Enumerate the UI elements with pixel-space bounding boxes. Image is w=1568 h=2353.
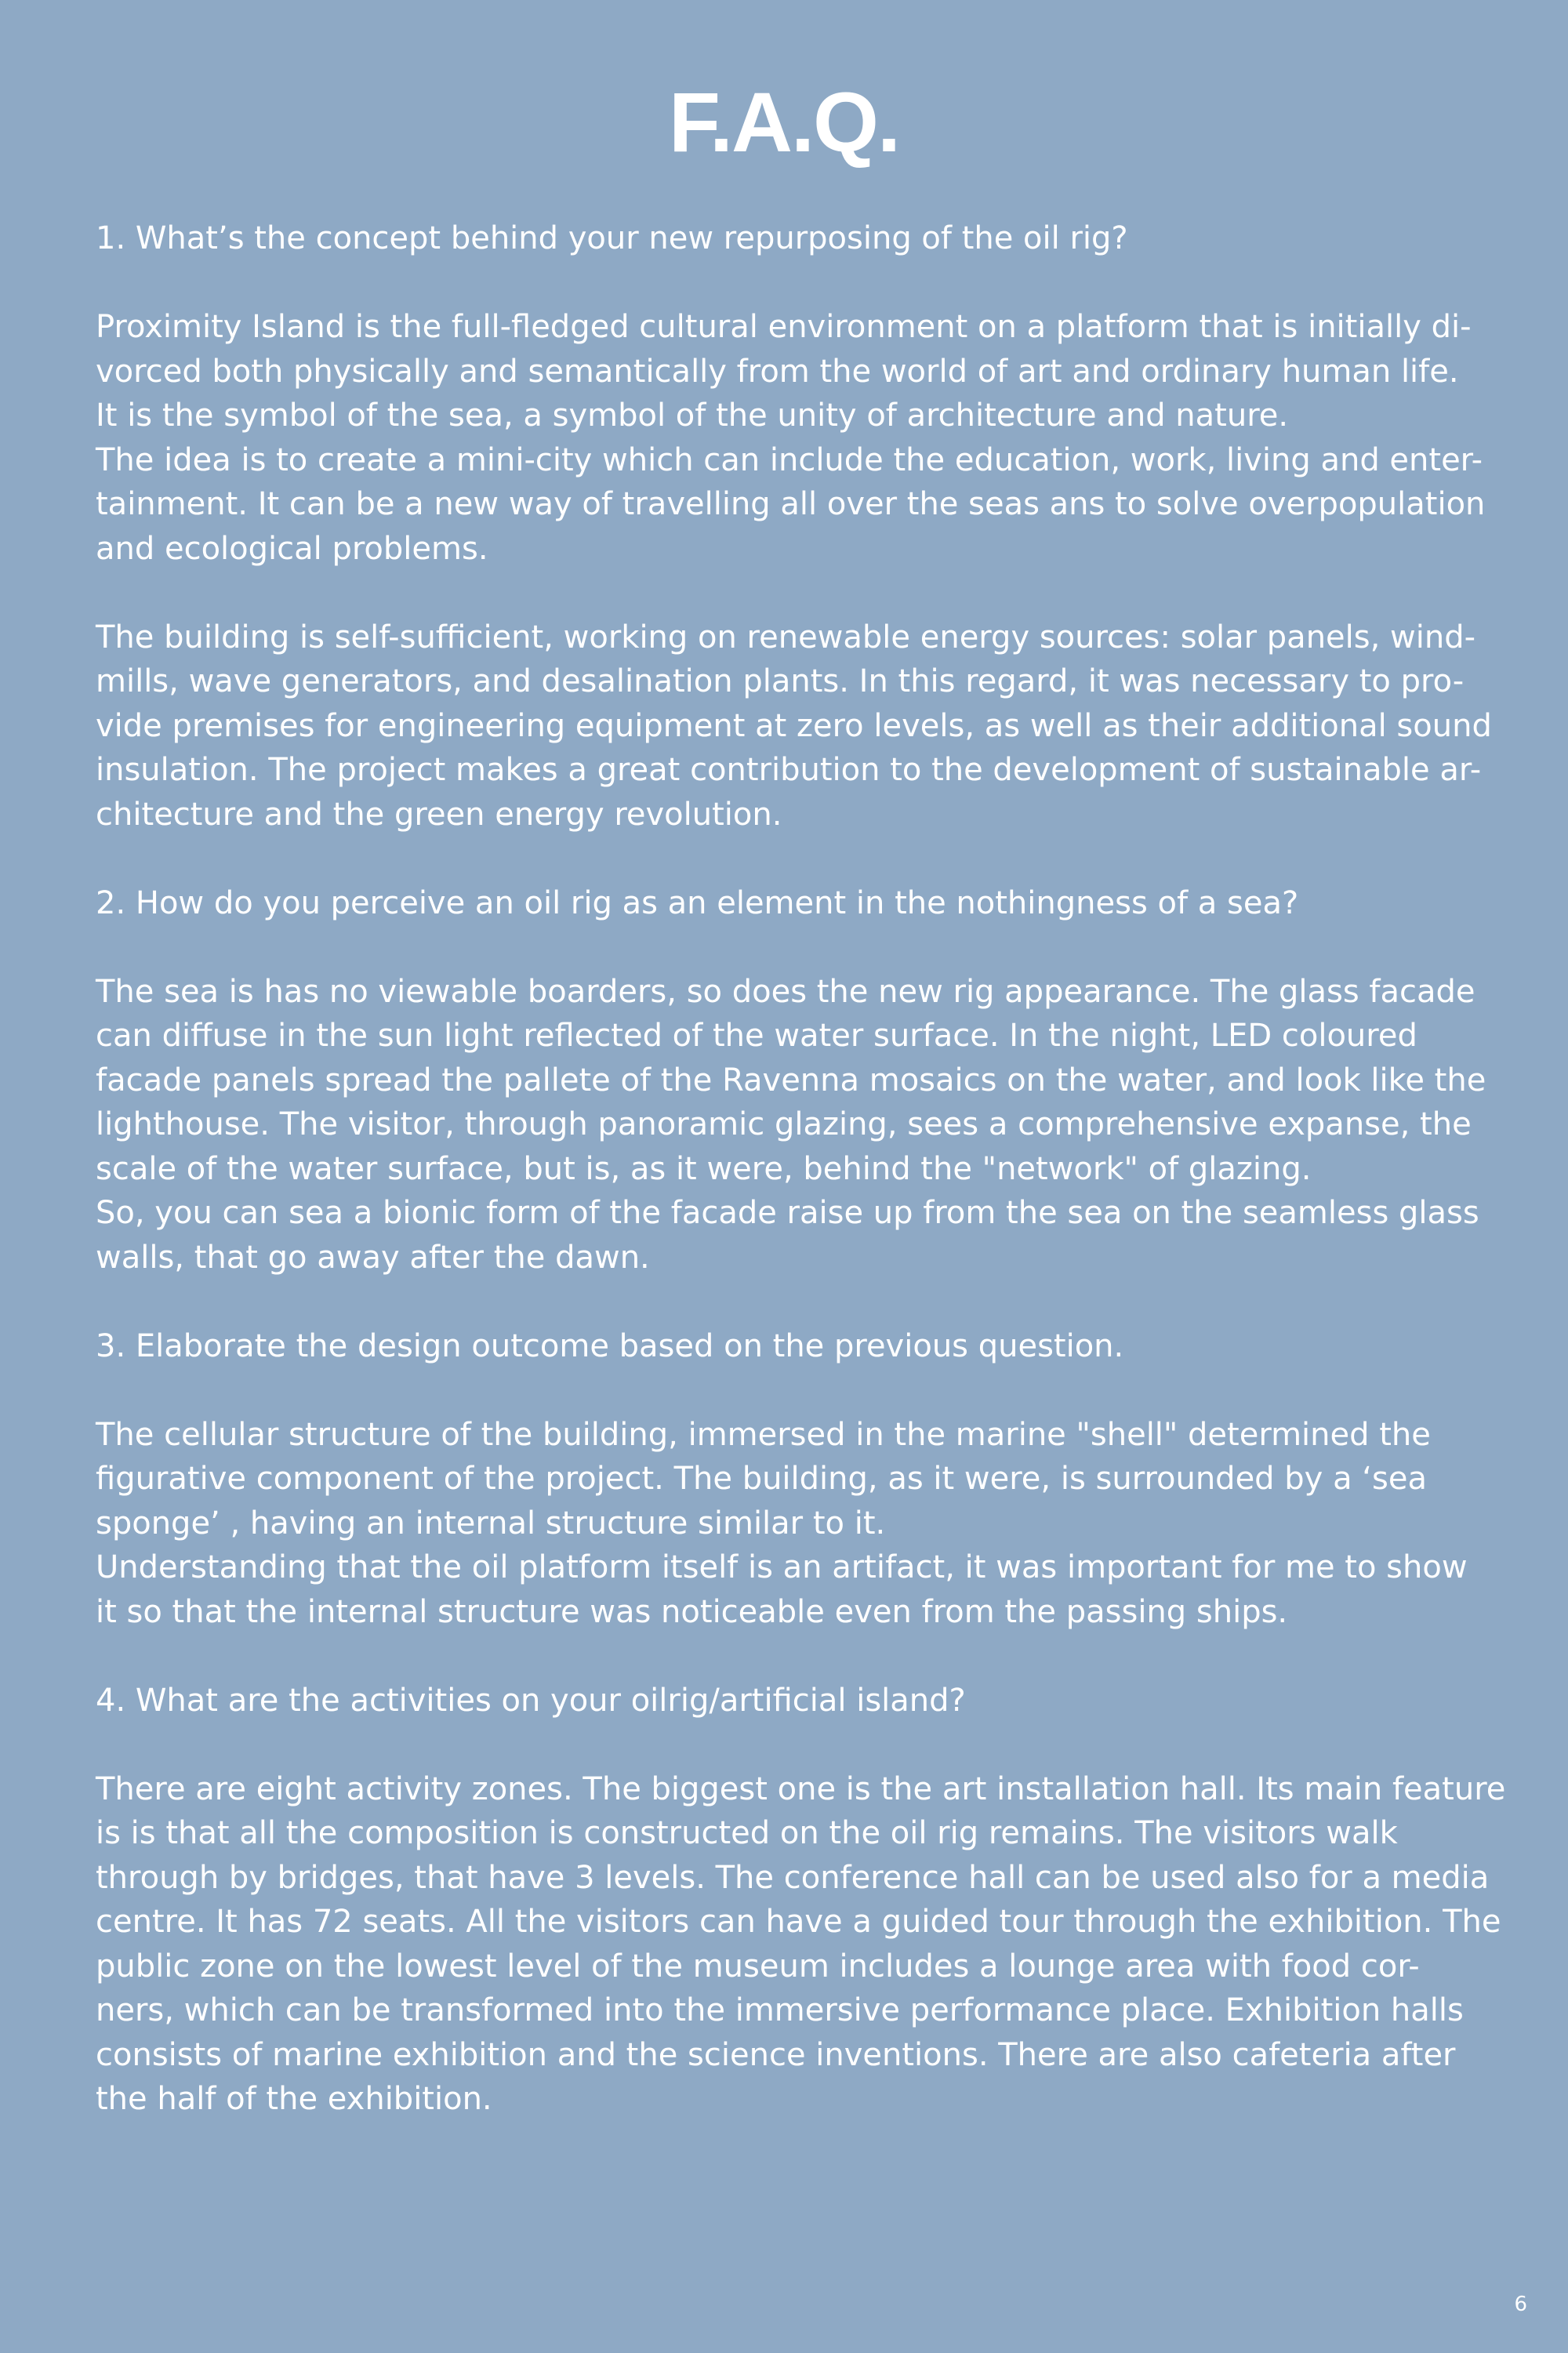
spacer	[96, 1368, 1523, 1413]
faq-question-4: 4. What are the activities on your oilrig/artificial island?	[96, 1682, 966, 1719]
answer-line: walls, that go away after the dawn.	[96, 1239, 650, 1276]
faq-answer-4	[96, 1767, 1523, 2122]
answer-line: lighthouse. The visitor, through panoramic glazing, sees a comprehensive expanse, the	[96, 1106, 1472, 1142]
faq-content	[96, 216, 1523, 2122]
answer-line: tainment. It can be a new way of travelling all over the seas ans to solve overpopulation	[96, 486, 1486, 522]
answer-line: sponge’ , having an internal structure similar to it.	[96, 1505, 886, 1541]
faq-section-2	[96, 881, 1523, 1280]
answer-line: facade panels spread the pallete of the Ravenna mosaics on the water, and look like the	[96, 1062, 1486, 1098]
answer-line: centre. It has 72 seats. All the visitors can have a guided tour through the exhibition. The	[96, 1904, 1501, 1940]
answer-line: Proximity Island is the full-fledged cultural environment on a platform that is initially di-	[96, 309, 1472, 345]
faq-answer-2	[96, 970, 1523, 1280]
answer-line: the half of the exhibition.	[96, 2081, 492, 2117]
faq-section-3	[96, 1324, 1523, 1635]
page-number: 6	[1514, 2293, 1527, 2316]
page-title: F.A.Q.	[668, 74, 900, 169]
spacer	[96, 837, 1523, 881]
answer-line: There are eight activity zones. The biggest one is the art installation hall. Its main feature	[96, 1770, 1506, 1807]
answer-line: ners, which can be transformed into the immersive performance place. Exhibition halls	[96, 1992, 1464, 2028]
spacer	[96, 925, 1523, 970]
faq-question-1: 1. What’s the concept behind your new repurposing of the oil rig?	[96, 220, 1128, 256]
faq-section-1	[96, 216, 1523, 837]
answer-line: The cellular structure of the building, immersed in the marine "shell" determined the	[96, 1416, 1431, 1453]
answer-line: it so that the internal structure was noticeable even from the passing ships.	[96, 1593, 1288, 1630]
faq-section-4	[96, 1679, 1523, 2122]
answer-line: figurative component of the project. The building, as it were, is surrounded by a ‘sea	[96, 1461, 1427, 1497]
answer-line: It is the symbol of the sea, a symbol of the unity of architecture and nature.	[96, 398, 1289, 434]
spacer	[96, 261, 1523, 306]
answer-line: The sea is has no viewable boarders, so does the new rig appearance. The glass facade	[96, 973, 1475, 1010]
answer-line: is is that all the composition is constructed on the oil rig remains. The visitors walk	[96, 1815, 1398, 1851]
answer-line: public zone on the lowest level of the museum includes a lounge area with food cor-	[96, 1948, 1420, 1984]
faq-question-2: 2. How do you perceive an oil rig as an element in the nothingness of a sea?	[96, 884, 1299, 921]
answer-line: vorced both physically and semantically from the world of art and ordinary human life.	[96, 353, 1459, 390]
spacer	[96, 1280, 1523, 1324]
answer-line: The idea is to create a mini-city which can include the education, work, living and enter-	[96, 441, 1483, 478]
answer-line: chitecture and the green energy revolution.	[96, 796, 782, 833]
answer-line: and ecological problems.	[96, 530, 488, 567]
answer-line: can diffuse in the sun light reflected of the water surface. In the night, LED coloured	[96, 1018, 1417, 1054]
answer-line: The building is self-sufficient, working on renewable energy sources: solar panels, wind-	[96, 619, 1476, 655]
answer-line: Understanding that the oil platform itself is an artifact, it was important for me to show	[96, 1549, 1468, 1585]
answer-line	[96, 571, 1523, 615]
answer-line: insulation. The project makes a great contribution to the development of sustainable ar-	[96, 752, 1482, 788]
answer-line: consists of marine exhibition and the science inventions. There are also cafeteria after	[96, 2036, 1456, 2073]
answer-line: scale of the water surface, but is, as it were, behind the "network" of glazing.	[96, 1150, 1312, 1187]
answer-line: mills, wave generators, and desalination plants. In this regard, it was necessary to pro-	[96, 663, 1465, 699]
answer-line: vide premises for engineering equipment at zero levels, as well as their additional sound	[96, 707, 1492, 744]
faq-answer-1	[96, 305, 1523, 837]
answer-line: through by bridges, that have 3 levels. The conference hall can be used also for a media	[96, 1859, 1490, 1896]
spacer	[96, 1634, 1523, 1679]
faq-answer-3	[96, 1413, 1523, 1635]
faq-question-3: 3. Elaborate the design outcome based on the previous question.	[96, 1327, 1124, 1364]
answer-line: So, you can sea a bionic form of the facade raise up from the sea on the seamless glass	[96, 1195, 1479, 1231]
spacer	[96, 1723, 1523, 1767]
